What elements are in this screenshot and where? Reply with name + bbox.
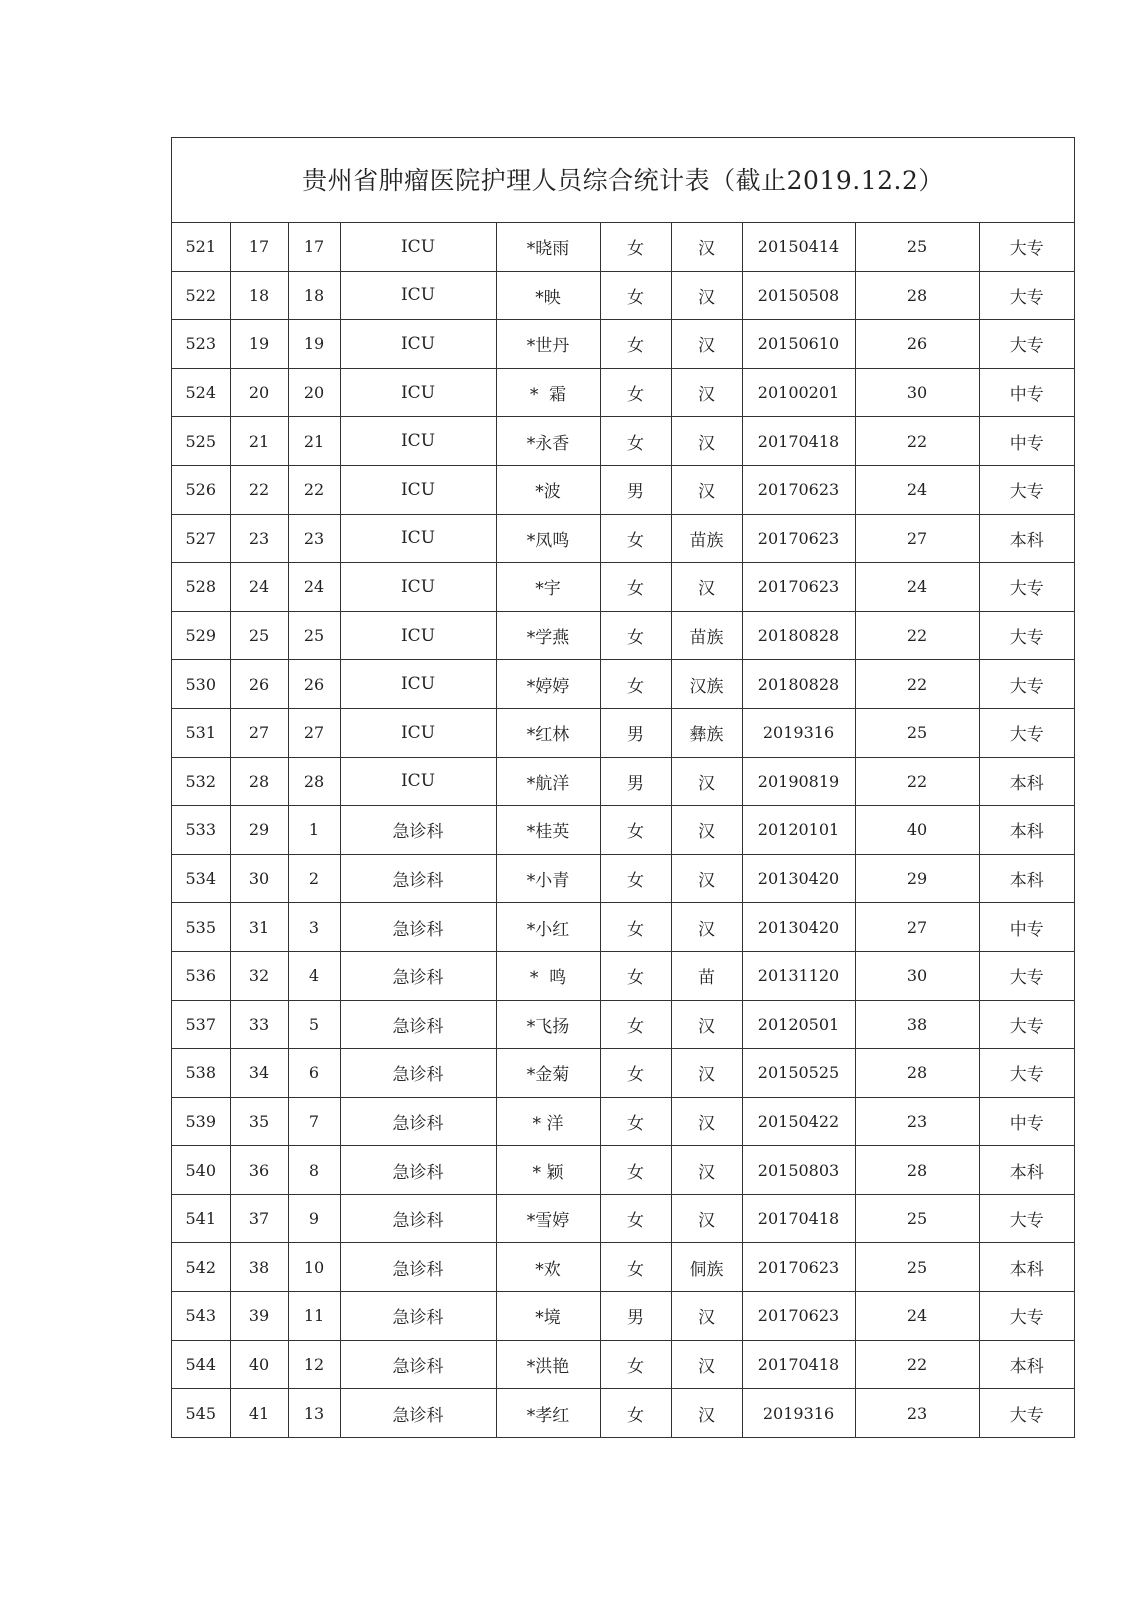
- cell-dept-index: 22: [288, 465, 340, 514]
- cell-ethnicity: 汉: [671, 368, 742, 417]
- cell-dept-index: 18: [288, 271, 340, 320]
- cell-start-date: 20190819: [742, 757, 855, 806]
- cell-ethnicity: 汉: [671, 465, 742, 514]
- cell-dept-index: 3: [288, 903, 340, 952]
- cell-age: 25: [855, 1243, 979, 1292]
- cell-ethnicity: 汉: [671, 271, 742, 320]
- table-row: [172, 514, 1074, 563]
- cell-gender: 女: [600, 1340, 671, 1389]
- cell-education: 大专: [979, 611, 1074, 660]
- cell-education: 本科: [979, 806, 1074, 855]
- cell-total-index: 536: [172, 951, 230, 1000]
- cell-dept-group-index: 20: [230, 368, 288, 417]
- cell-education: 中专: [979, 417, 1074, 466]
- cell-start-date: 20150422: [742, 1097, 855, 1146]
- cell-name: *小红: [496, 903, 600, 952]
- cell-age: 24: [855, 563, 979, 612]
- table-row: [172, 806, 1074, 855]
- table-row: [172, 223, 1074, 271]
- cell-age: 25: [855, 223, 979, 271]
- table-row: [172, 1243, 1074, 1292]
- cell-department: 急诊科: [340, 1000, 496, 1049]
- cell-ethnicity: 汉: [671, 1049, 742, 1098]
- cell-dept-group-index: 17: [230, 223, 288, 271]
- cell-age: 30: [855, 951, 979, 1000]
- cell-start-date: 20170418: [742, 417, 855, 466]
- table-row: [172, 1097, 1074, 1146]
- table-row: [172, 903, 1074, 952]
- cell-dept-group-index: 27: [230, 708, 288, 757]
- cell-gender: 女: [600, 1000, 671, 1049]
- cell-age: 25: [855, 708, 979, 757]
- cell-dept-group-index: 41: [230, 1389, 288, 1437]
- cell-dept-index: 4: [288, 951, 340, 1000]
- cell-total-index: 524: [172, 368, 230, 417]
- cell-dept-index: 2: [288, 854, 340, 903]
- cell-age: 28: [855, 1146, 979, 1195]
- cell-dept-index: 9: [288, 1194, 340, 1243]
- cell-department: 急诊科: [340, 1194, 496, 1243]
- cell-ethnicity: 彝族: [671, 708, 742, 757]
- cell-start-date: 20120501: [742, 1000, 855, 1049]
- cell-age: 26: [855, 320, 979, 369]
- cell-gender: 女: [600, 368, 671, 417]
- cell-ethnicity: 汉: [671, 1194, 742, 1243]
- cell-department: 急诊科: [340, 806, 496, 855]
- cell-gender: 女: [600, 417, 671, 466]
- cell-total-index: 535: [172, 903, 230, 952]
- cell-department: 急诊科: [340, 1146, 496, 1195]
- cell-name: *晓雨: [496, 223, 600, 271]
- cell-department: ICU: [340, 660, 496, 709]
- cell-dept-index: 5: [288, 1000, 340, 1049]
- cell-total-index: 527: [172, 514, 230, 563]
- cell-department: 急诊科: [340, 1049, 496, 1098]
- cell-name: *欢: [496, 1243, 600, 1292]
- cell-dept-index: 12: [288, 1340, 340, 1389]
- cell-age: 22: [855, 757, 979, 806]
- cell-start-date: 20131120: [742, 951, 855, 1000]
- cell-start-date: 20170418: [742, 1194, 855, 1243]
- cell-ethnicity: 汉: [671, 1389, 742, 1437]
- staff-table-body: [172, 223, 1074, 1437]
- cell-total-index: 531: [172, 708, 230, 757]
- cell-total-index: 545: [172, 1389, 230, 1437]
- cell-ethnicity: 汉: [671, 1340, 742, 1389]
- cell-education: 大专: [979, 660, 1074, 709]
- table-row: [172, 708, 1074, 757]
- cell-age: 29: [855, 854, 979, 903]
- cell-name: *孝红: [496, 1389, 600, 1437]
- cell-total-index: 529: [172, 611, 230, 660]
- cell-education: 本科: [979, 854, 1074, 903]
- cell-dept-group-index: 28: [230, 757, 288, 806]
- cell-ethnicity: 汉: [671, 903, 742, 952]
- cell-dept-index: 7: [288, 1097, 340, 1146]
- cell-gender: 女: [600, 1194, 671, 1243]
- cell-ethnicity: 苗族: [671, 514, 742, 563]
- cell-start-date: 2019316: [742, 708, 855, 757]
- table-row: [172, 1146, 1074, 1195]
- table-row: [172, 1292, 1074, 1341]
- cell-gender: 女: [600, 1097, 671, 1146]
- cell-dept-index: 19: [288, 320, 340, 369]
- cell-total-index: 534: [172, 854, 230, 903]
- cell-name: *永香: [496, 417, 600, 466]
- cell-gender: 女: [600, 806, 671, 855]
- cell-gender: 女: [600, 1243, 671, 1292]
- cell-age: 24: [855, 1292, 979, 1341]
- sheet-title: 贵州省肿瘤医院护理人员综合统计表（截止2019.12.2）: [172, 138, 1074, 223]
- table-row: [172, 854, 1074, 903]
- cell-total-index: 537: [172, 1000, 230, 1049]
- cell-name: *小青: [496, 854, 600, 903]
- cell-education: 本科: [979, 514, 1074, 563]
- cell-age: 30: [855, 368, 979, 417]
- cell-department: 急诊科: [340, 951, 496, 1000]
- cell-department: 急诊科: [340, 1389, 496, 1437]
- cell-age: 27: [855, 903, 979, 952]
- cell-ethnicity: 汉: [671, 757, 742, 806]
- cell-education: 中专: [979, 368, 1074, 417]
- cell-gender: 女: [600, 514, 671, 563]
- cell-department: ICU: [340, 465, 496, 514]
- cell-dept-group-index: 39: [230, 1292, 288, 1341]
- cell-total-index: 533: [172, 806, 230, 855]
- cell-age: 25: [855, 1194, 979, 1243]
- cell-ethnicity: 汉: [671, 1292, 742, 1341]
- cell-dept-index: 28: [288, 757, 340, 806]
- cell-total-index: 544: [172, 1340, 230, 1389]
- cell-age: 22: [855, 1340, 979, 1389]
- table-row: [172, 1194, 1074, 1243]
- cell-dept-group-index: 21: [230, 417, 288, 466]
- cell-total-index: 543: [172, 1292, 230, 1341]
- cell-education: 本科: [979, 1340, 1074, 1389]
- cell-dept-group-index: 32: [230, 951, 288, 1000]
- cell-start-date: 2019316: [742, 1389, 855, 1437]
- cell-department: 急诊科: [340, 903, 496, 952]
- table-row: [172, 611, 1074, 660]
- cell-name: *境: [496, 1292, 600, 1341]
- cell-gender: 女: [600, 271, 671, 320]
- cell-ethnicity: 汉族: [671, 660, 742, 709]
- cell-department: ICU: [340, 757, 496, 806]
- cell-education: 大专: [979, 223, 1074, 271]
- cell-total-index: 522: [172, 271, 230, 320]
- cell-gender: 男: [600, 465, 671, 514]
- cell-name: *航洋: [496, 757, 600, 806]
- cell-education: 大专: [979, 563, 1074, 612]
- cell-department: ICU: [340, 708, 496, 757]
- cell-gender: 女: [600, 320, 671, 369]
- cell-education: 本科: [979, 1243, 1074, 1292]
- cell-total-index: 539: [172, 1097, 230, 1146]
- cell-gender: 女: [600, 223, 671, 271]
- cell-dept-group-index: 30: [230, 854, 288, 903]
- cell-dept-group-index: 34: [230, 1049, 288, 1098]
- cell-gender: 女: [600, 611, 671, 660]
- cell-name: *洪艳: [496, 1340, 600, 1389]
- cell-dept-group-index: 36: [230, 1146, 288, 1195]
- table-row: [172, 320, 1074, 369]
- table-row: [172, 368, 1074, 417]
- table-row: [172, 660, 1074, 709]
- cell-education: 本科: [979, 757, 1074, 806]
- cell-department: ICU: [340, 320, 496, 369]
- cell-dept-index: 23: [288, 514, 340, 563]
- cell-dept-index: 1: [288, 806, 340, 855]
- cell-dept-group-index: 33: [230, 1000, 288, 1049]
- cell-education: 大专: [979, 951, 1074, 1000]
- cell-dept-group-index: 22: [230, 465, 288, 514]
- cell-dept-index: 20: [288, 368, 340, 417]
- table-row: [172, 951, 1074, 1000]
- cell-ethnicity: 汉: [671, 320, 742, 369]
- cell-dept-index: 27: [288, 708, 340, 757]
- cell-total-index: 521: [172, 223, 230, 271]
- cell-name: *学燕: [496, 611, 600, 660]
- statistics-sheet: [171, 137, 1075, 1438]
- cell-dept-index: 21: [288, 417, 340, 466]
- cell-start-date: 20150525: [742, 1049, 855, 1098]
- cell-age: 38: [855, 1000, 979, 1049]
- cell-dept-group-index: 37: [230, 1194, 288, 1243]
- cell-dept-group-index: 35: [230, 1097, 288, 1146]
- cell-start-date: 20180828: [742, 611, 855, 660]
- staff-table: [172, 223, 1074, 1437]
- cell-name: * 洋: [496, 1097, 600, 1146]
- cell-gender: 女: [600, 563, 671, 612]
- cell-dept-group-index: 40: [230, 1340, 288, 1389]
- cell-start-date: 20170623: [742, 465, 855, 514]
- table-row: [172, 1389, 1074, 1437]
- cell-start-date: 20170623: [742, 1243, 855, 1292]
- table-row: [172, 563, 1074, 612]
- cell-ethnicity: 汉: [671, 1097, 742, 1146]
- cell-start-date: 20170623: [742, 514, 855, 563]
- cell-dept-index: 25: [288, 611, 340, 660]
- cell-department: ICU: [340, 563, 496, 612]
- cell-start-date: 20150508: [742, 271, 855, 320]
- cell-name: * 颖: [496, 1146, 600, 1195]
- cell-dept-group-index: 29: [230, 806, 288, 855]
- cell-name: * 霜: [496, 368, 600, 417]
- cell-total-index: 523: [172, 320, 230, 369]
- cell-age: 22: [855, 660, 979, 709]
- cell-gender: 男: [600, 1292, 671, 1341]
- table-row: [172, 1049, 1074, 1098]
- cell-ethnicity: 汉: [671, 1000, 742, 1049]
- cell-ethnicity: 苗: [671, 951, 742, 1000]
- cell-start-date: 20180828: [742, 660, 855, 709]
- cell-name: *飞扬: [496, 1000, 600, 1049]
- cell-total-index: 532: [172, 757, 230, 806]
- cell-education: 中专: [979, 1097, 1074, 1146]
- cell-department: ICU: [340, 611, 496, 660]
- cell-department: ICU: [340, 271, 496, 320]
- cell-start-date: 20130420: [742, 903, 855, 952]
- cell-age: 28: [855, 1049, 979, 1098]
- cell-name: *宇: [496, 563, 600, 612]
- cell-total-index: 542: [172, 1243, 230, 1292]
- cell-name: *桂英: [496, 806, 600, 855]
- cell-education: 大专: [1009, 1405, 1044, 1426]
- cell-gender: 女: [600, 903, 671, 952]
- cell-total-index: 526: [172, 465, 230, 514]
- cell-education: 大专: [979, 1292, 1074, 1341]
- cell-education: 大专: [979, 320, 1074, 369]
- cell-ethnicity: 苗族: [671, 611, 742, 660]
- cell-ethnicity: 汉: [671, 806, 742, 855]
- cell-dept-group-index: 38: [230, 1243, 288, 1292]
- cell-ethnicity: 汉: [671, 417, 742, 466]
- cell-department: ICU: [340, 223, 496, 271]
- cell-dept-index: 17: [288, 223, 340, 271]
- cell-start-date: 20120101: [742, 806, 855, 855]
- cell-gender: 女: [600, 951, 671, 1000]
- cell-education: 大专: [979, 708, 1074, 757]
- cell-name: *世丹: [496, 320, 600, 369]
- cell-department: ICU: [340, 417, 496, 466]
- cell-total-index: 541: [172, 1194, 230, 1243]
- cell-gender: 女: [600, 1389, 671, 1437]
- table-row: [172, 465, 1074, 514]
- cell-total-index: 540: [172, 1146, 230, 1195]
- cell-ethnicity: 汉: [671, 563, 742, 612]
- cell-dept-group-index: 24: [230, 563, 288, 612]
- cell-start-date: 20170623: [742, 563, 855, 612]
- cell-name: * 鸣: [496, 951, 600, 1000]
- cell-dept-group-index: 23: [230, 514, 288, 563]
- cell-dept-index: 6: [288, 1049, 340, 1098]
- cell-education: 大专: [979, 1000, 1074, 1049]
- cell-education: 大专: [979, 1049, 1074, 1098]
- cell-education: 大专: [979, 1194, 1074, 1243]
- cell-age: 23: [855, 1389, 979, 1437]
- cell-start-date: 20150610: [742, 320, 855, 369]
- cell-dept-index: 11: [288, 1292, 340, 1341]
- cell-dept-index: 24: [288, 563, 340, 612]
- cell-gender: 女: [600, 660, 671, 709]
- cell-name: *红林: [496, 708, 600, 757]
- cell-start-date: 20100201: [742, 368, 855, 417]
- table-row: [172, 271, 1074, 320]
- cell-department: 急诊科: [340, 1292, 496, 1341]
- cell-gender: 女: [600, 1049, 671, 1098]
- cell-department: 急诊科: [340, 1340, 496, 1389]
- cell-start-date: 20130420: [742, 854, 855, 903]
- cell-name: *雪婷: [496, 1194, 600, 1243]
- cell-age: 28: [855, 271, 979, 320]
- table-row: [172, 757, 1074, 806]
- table-row: [172, 1000, 1074, 1049]
- cell-dept-index: 8: [288, 1146, 340, 1195]
- cell-age: 23: [855, 1097, 979, 1146]
- cell-gender: 女: [600, 1146, 671, 1195]
- cell-name: *波: [496, 465, 600, 514]
- cell-dept-index: 10: [288, 1243, 340, 1292]
- cell-education: 大专: [979, 465, 1074, 514]
- cell-total-index: 528: [172, 563, 230, 612]
- cell-total-index: 525: [172, 417, 230, 466]
- cell-ethnicity: 侗族: [671, 1243, 742, 1292]
- cell-start-date: 20170418: [742, 1340, 855, 1389]
- cell-start-date: 20150414: [742, 223, 855, 271]
- cell-name: *凤鸣: [496, 514, 600, 563]
- cell-ethnicity: 汉: [671, 854, 742, 903]
- table-row: [172, 1340, 1074, 1389]
- cell-education: 本科: [979, 1146, 1074, 1195]
- cell-department: ICU: [340, 514, 496, 563]
- cell-education: 中专: [979, 903, 1074, 952]
- cell-department: 急诊科: [340, 1243, 496, 1292]
- cell-gender: 男: [600, 757, 671, 806]
- cell-department: ICU: [340, 368, 496, 417]
- cell-dept-index: 13: [288, 1389, 340, 1437]
- cell-ethnicity: 汉: [671, 1146, 742, 1195]
- cell-department: 急诊科: [340, 854, 496, 903]
- cell-dept-group-index: 25: [230, 611, 288, 660]
- cell-age: 24: [855, 465, 979, 514]
- cell-education: 大专: [979, 271, 1074, 320]
- cell-total-index: 530: [172, 660, 230, 709]
- cell-gender: 女: [600, 854, 671, 903]
- cell-age: 22: [855, 611, 979, 660]
- cell-ethnicity: 汉: [671, 223, 742, 271]
- table-row: [172, 417, 1074, 466]
- cell-dept-group-index: 19: [230, 320, 288, 369]
- cell-dept-index: 26: [288, 660, 340, 709]
- cell-start-date: 20170623: [742, 1292, 855, 1341]
- cell-dept-group-index: 31: [230, 903, 288, 952]
- cell-gender: 男: [600, 708, 671, 757]
- cell-dept-group-index: 26: [230, 660, 288, 709]
- cell-name: *婷婷: [496, 660, 600, 709]
- cell-age: 40: [855, 806, 979, 855]
- cell-dept-group-index: 18: [230, 271, 288, 320]
- cell-age: 27: [855, 514, 979, 563]
- cell-total-index: 538: [172, 1049, 230, 1098]
- cell-department: 急诊科: [340, 1097, 496, 1146]
- cell-name: *映: [496, 271, 600, 320]
- cell-name: *金菊: [496, 1049, 600, 1098]
- cell-start-date: 20150803: [742, 1146, 855, 1195]
- cell-age: 22: [855, 417, 979, 466]
